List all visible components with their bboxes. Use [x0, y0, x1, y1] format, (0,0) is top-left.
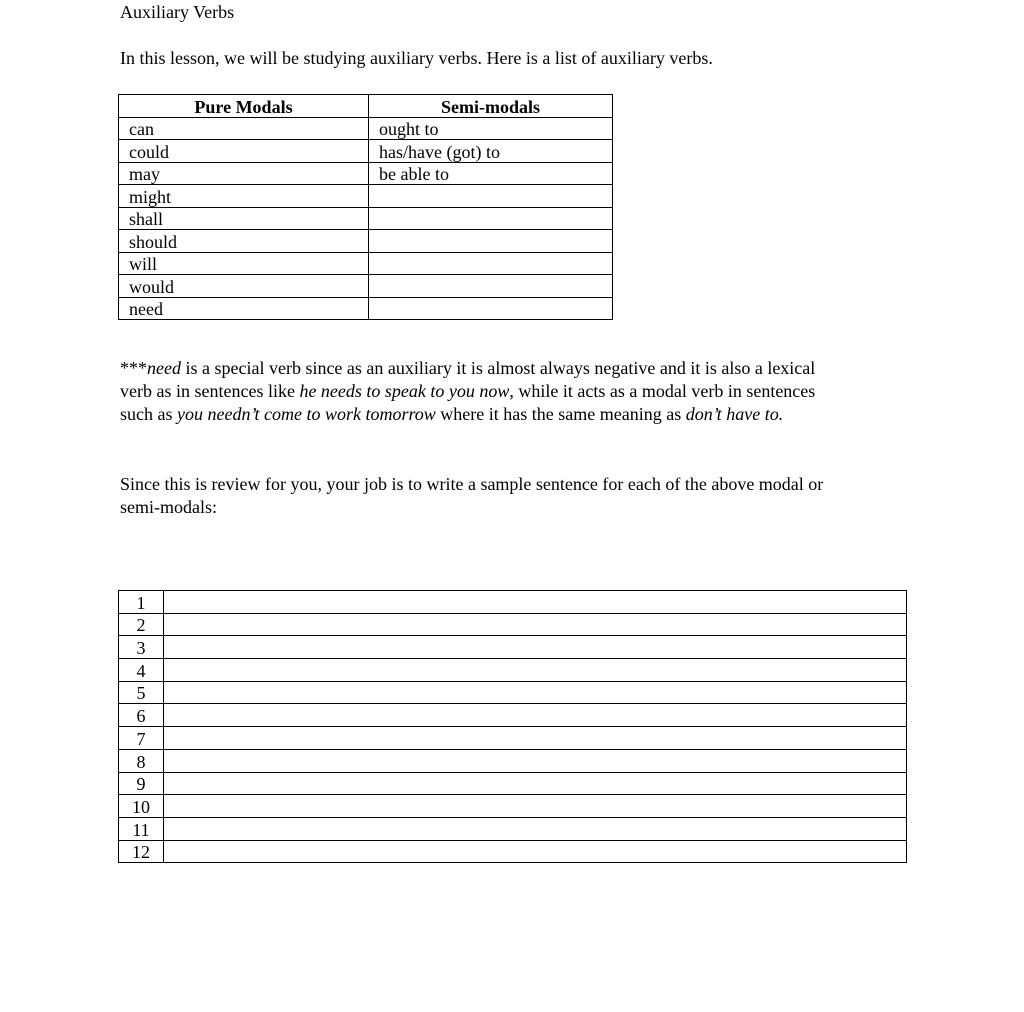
table-row [119, 162, 613, 185]
row-number: 12 [119, 840, 164, 863]
sample-sentences-table [118, 590, 907, 863]
table-row [119, 727, 907, 750]
row-number: 2 [119, 613, 164, 636]
header-semi-modals: Semi-modals [369, 95, 613, 118]
row-number: 3 [119, 636, 164, 659]
table-row [119, 704, 907, 727]
pure-modal-cell: could [119, 140, 369, 163]
semi-modal-cell: ought to [369, 117, 613, 140]
pure-modal-cell: may [119, 162, 369, 185]
table-row [119, 297, 613, 320]
row-number: 4 [119, 659, 164, 682]
table-row [119, 252, 613, 275]
row-number: 10 [119, 795, 164, 818]
sentence-cell[interactable] [164, 681, 907, 704]
table-row [119, 749, 907, 772]
semi-modal-cell [369, 297, 613, 320]
row-number: 8 [119, 749, 164, 772]
pure-modal-cell: need [119, 297, 369, 320]
task-instructions [120, 473, 910, 519]
sentence-cell[interactable] [164, 613, 907, 636]
pure-modal-cell: will [119, 252, 369, 275]
table-row [119, 795, 907, 818]
row-number: 1 [119, 591, 164, 614]
row-number: 7 [119, 727, 164, 750]
table-row [119, 230, 613, 253]
row-number: 11 [119, 817, 164, 840]
page-title: Auxiliary Verbs [120, 2, 235, 22]
sentence-cell[interactable] [164, 659, 907, 682]
sentence-cell[interactable] [164, 817, 907, 840]
note-example: you needn’t come to work tomorrow [177, 404, 436, 424]
row-number: 6 [119, 704, 164, 727]
intro-paragraph: In this lesson, we will be studying auxiliary verbs. Here is a list of auxiliary verbs. [120, 48, 713, 68]
pure-modal-cell: can [119, 117, 369, 140]
table-header-row [119, 95, 613, 118]
note-text: verb as in sentences like [120, 381, 300, 401]
note-need-word: need [147, 358, 181, 378]
sentence-cell[interactable] [164, 591, 907, 614]
pure-modal-cell: would [119, 275, 369, 298]
table-row [119, 275, 613, 298]
semi-modal-cell [369, 252, 613, 275]
table-row [119, 613, 907, 636]
table-row [119, 207, 613, 230]
row-number: 5 [119, 681, 164, 704]
sentence-cell[interactable] [164, 772, 907, 795]
table-row [119, 659, 907, 682]
table-row [119, 636, 907, 659]
note-example: don’t have to. [685, 404, 784, 424]
task-line: Since this is review for you, your job is to write a sample sentence for each of the above modal or [120, 474, 824, 494]
semi-modal-cell [369, 207, 613, 230]
note-text: such as [120, 404, 177, 424]
need-note-paragraph [120, 357, 910, 426]
task-line: semi-modals: [120, 497, 217, 517]
table-row [119, 772, 907, 795]
header-pure-modals: Pure Modals [119, 95, 369, 118]
table-row [119, 117, 613, 140]
semi-modal-cell: has/have (got) to [369, 140, 613, 163]
note-example: he needs to speak to you now [299, 381, 510, 401]
semi-modal-cell [369, 230, 613, 253]
table-row [119, 817, 907, 840]
semi-modal-cell [369, 275, 613, 298]
sentence-cell[interactable] [164, 749, 907, 772]
row-number: 9 [119, 772, 164, 795]
table-row [119, 840, 907, 863]
table-row [119, 591, 907, 614]
pure-modal-cell: should [119, 230, 369, 253]
sentence-cell[interactable] [164, 636, 907, 659]
sentence-cell[interactable] [164, 795, 907, 818]
note-prefix: *** [120, 358, 147, 378]
pure-modal-cell: shall [119, 207, 369, 230]
note-text: , while it acts as a modal verb in sentences [509, 381, 816, 401]
table-row [119, 681, 907, 704]
semi-modal-cell [369, 185, 613, 208]
sentence-cell[interactable] [164, 840, 907, 863]
note-text: is a special verb since as an auxiliary it is almost always negative and it is also a lexical [180, 358, 816, 378]
pure-modal-cell: might [119, 185, 369, 208]
sentence-cell[interactable] [164, 727, 907, 750]
sentence-cell[interactable] [164, 704, 907, 727]
table-row [119, 185, 613, 208]
table-row [119, 140, 613, 163]
auxiliary-verbs-table [118, 94, 613, 320]
note-text: where it has the same meaning as [435, 404, 686, 424]
semi-modal-cell: be able to [369, 162, 613, 185]
